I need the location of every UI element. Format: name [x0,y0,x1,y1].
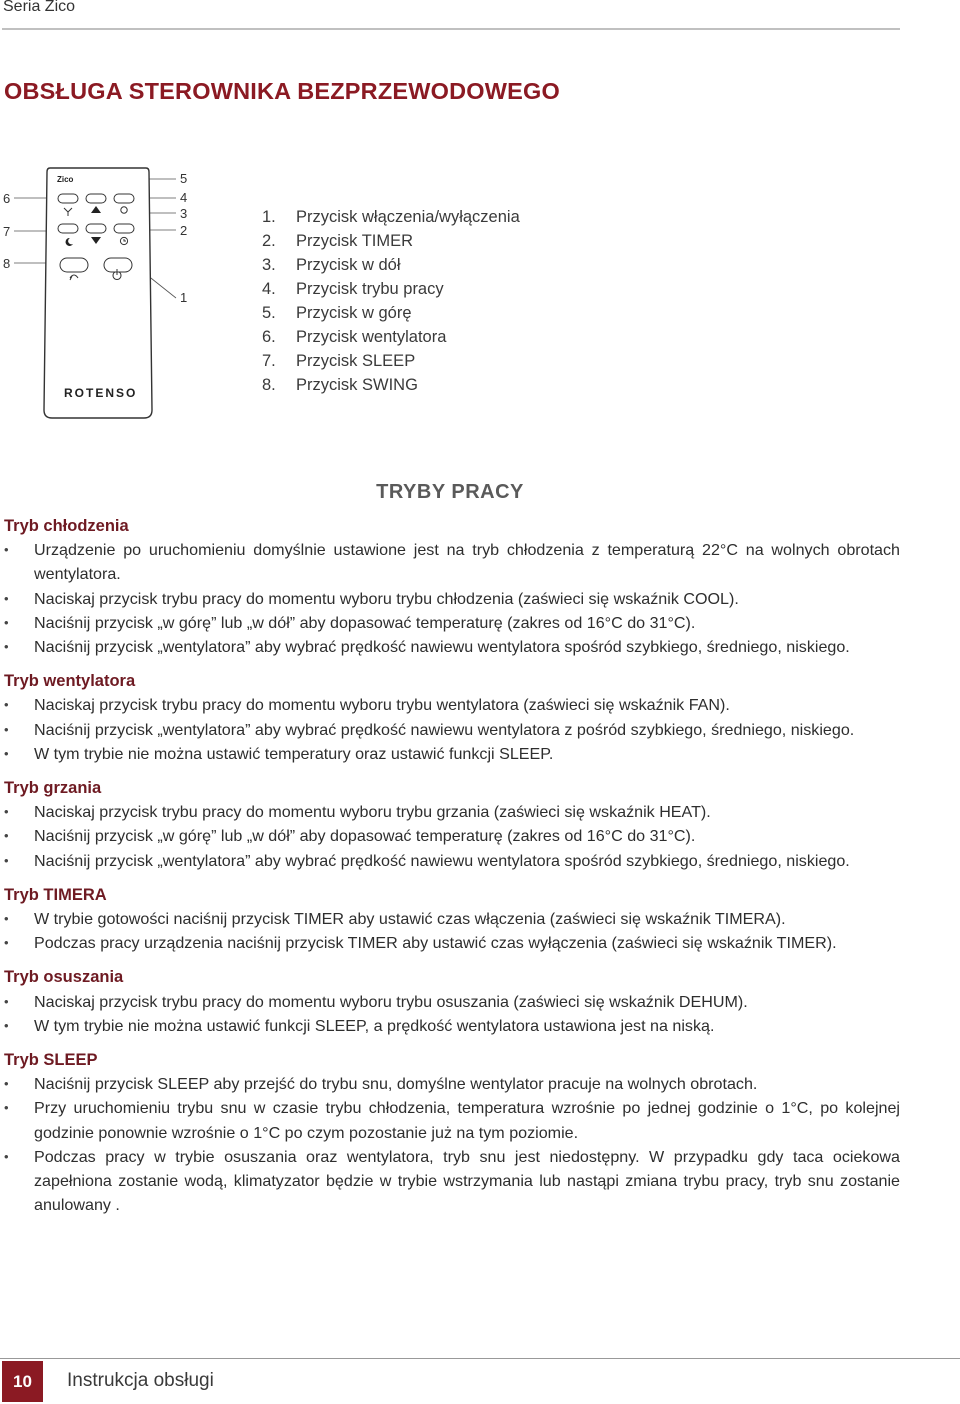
footer-rule [0,1358,960,1359]
list-item: • Naciskaj przycisk trybu pracy do momentu wyboru trybu wentylatora (zaświeci się wskaźnik FAN). [4,693,900,717]
legend-item: 2. Przycisk TIMER [262,232,414,250]
section-fan [4,669,900,766]
callout-8: 8 [3,256,11,271]
list-item: • W tym trybie nie można ustawić funkcji SLEEP, a prędkość wentylatora ustawiona jest na niską. [4,1014,900,1038]
list-item: • Naciśnij przycisk SLEEP aby przejść do trybu snu, domyślne wentylator pracuje na wolnych obrotach. [4,1072,900,1096]
list-item: • Naciskaj przycisk trybu pracy do momentu wyboru trybu chłodzenia (zaświeci się wskaźnik COOL). [4,587,900,611]
section-title: Tryb grzania [4,779,102,798]
list-item: • Urządzenie po uruchomieniu domyślnie ustawione jest na tryb chłodzenia z temperaturą 22°C na wolnych obrotach wentylatora. [4,538,900,586]
list-item: • Naciśnij przycisk „wentylatora” aby wybrać prędkość nawiewu wentylatora spośród szybkiego, średniego, niskiego. [4,849,900,873]
list-item: • Podczas pracy urządzenia naciśnij przycisk TIMER aby ustawić czas wyłączenia (zaświeci się wskaźnik TIMER). [4,931,900,955]
legend-item: 3. Przycisk w dół [262,256,401,274]
button-legend [262,205,520,397]
series-label: Seria Zico [3,0,76,15]
remote-control-illustration [0,160,240,425]
section-title: Tryb SLEEP [4,1051,98,1070]
legend-item: 8. Przycisk SWING [262,376,418,394]
list-item: • Naciśnij przycisk „w górę” lub „w dół” aby dopasować temperaturę (zakres od 16°C do 31°C). [4,824,900,848]
section-dehumidify [4,965,900,1038]
section-cooling [4,514,900,659]
modes-content [4,514,900,1227]
list-item: • Naciskaj przycisk trybu pracy do momentu wyboru trybu osuszania (zaświeci się wskaźnik DEHUM). [4,990,900,1014]
list-item: • Naciśnij przycisk „w górę” lub „w dół” aby dopasować temperaturę (zakres od 16°C do 31°C). [4,611,900,635]
section-title: Tryb wentylatora [4,672,136,691]
list-item: • Naciśnij przycisk „wentylatora” aby wybrać prędkość nawiewu wentylatora z pośród szybkiego, średniego, niskiego. [4,718,900,742]
section-title: Tryb osuszania [4,968,124,987]
legend-item: 5. Przycisk w górę [262,304,412,322]
section-title: Tryb chłodzenia [4,517,129,535]
list-item: • Podczas pracy w trybie osuszania oraz wentylatora, tryb snu jest niedostępny. W przypadku gdy taca ociekowa zapełniona zostanie wodą, klimatyzator będzie w trybie wstrzymania lub nastąpi zmiana trybu pracy, tryb snu zostanie anulowany . [4,1145,900,1218]
callout-2: 2 [180,223,188,238]
page-title: OBSŁUGA STEROWNIKA BEZPRZEWODOWEGO [4,78,560,104]
legend-item: 7. Przycisk SLEEP [262,352,416,370]
footer-label: Instrukcja obsługi [67,1370,214,1391]
callout-6: 6 [3,191,11,206]
legend-item: 1. Przycisk włączenia/wyłączenia [262,208,520,226]
callout-7: 7 [3,224,11,239]
legend-item: 4. Przycisk trybu pracy [262,280,444,298]
header-rule [2,28,900,30]
callout-4: 4 [180,190,188,205]
list-item: • Naciśnij przycisk „wentylatora” aby wybrać prędkość nawiewu wentylatora spośród szybkiego, średniego, niskiego. [4,635,900,659]
section-timer [4,883,900,956]
list-item: • W tym trybie nie można ustawić temperatury oraz ustawić funkcji SLEEP. [4,742,900,766]
remote-body [44,168,152,418]
remote-brand-top: Zico [57,175,74,184]
callout-5: 5 [180,171,188,186]
remote-logo: ROTENSO [64,386,138,400]
list-item: • W trybie gotowości naciśnij przycisk TIMER aby ustawić czas włączenia (zaświeci się wskaźnik TIMERA). [4,907,900,931]
list-item: • Naciskaj przycisk trybu pracy do momentu wyboru trybu grzania (zaświeci się wskaźnik HEAT). [4,800,900,824]
section-heating [4,776,900,873]
modes-heading: TRYBY PRACY [376,481,524,503]
callout-1: 1 [180,290,188,305]
section-title: Tryb TIMERA [4,885,107,904]
page-number: 10 [2,1361,43,1402]
list-item: • Przy uruchomieniu trybu snu w czasie trybu chłodzenia, temperatura wzrośnie po jednej godzinie o 1°C, po kolejnej godzinie ponownie wzrośnie o 1°C po czym pozostanie już na tym poziomie. [4,1096,900,1144]
callout-3: 3 [180,206,188,221]
section-sleep [4,1048,900,1217]
legend-item: 6. Przycisk wentylatora [262,328,447,346]
